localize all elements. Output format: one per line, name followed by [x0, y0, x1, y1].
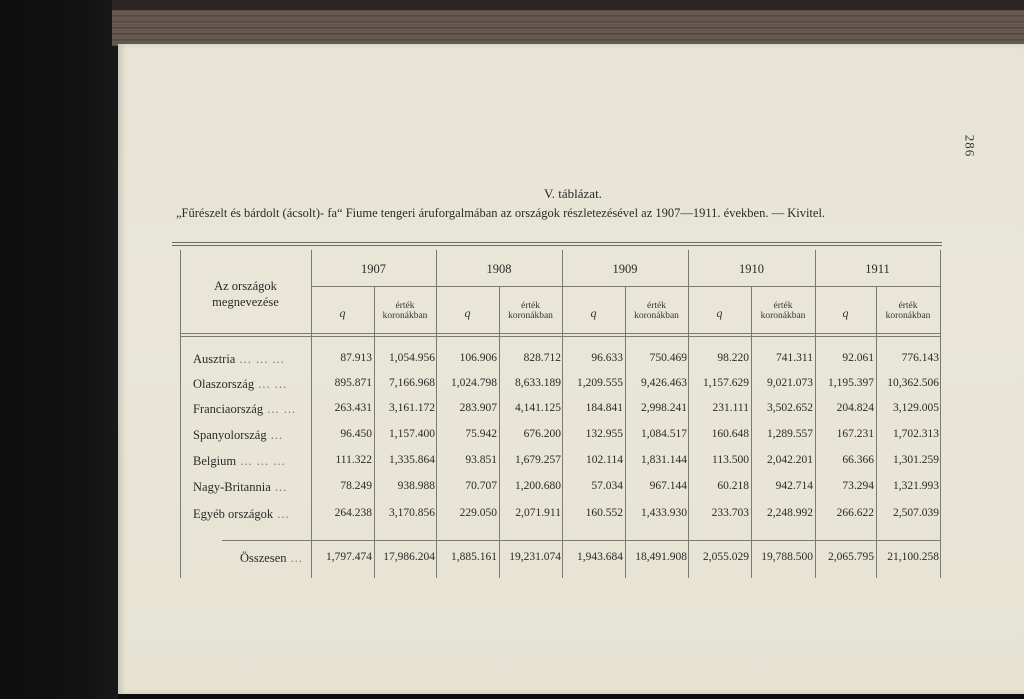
- year-header-1910: 1910: [739, 262, 764, 276]
- country-name: Franciaország: [193, 402, 264, 416]
- table-cell: 1,321.993: [893, 480, 939, 492]
- table-cell: 942.714: [775, 480, 813, 492]
- header-bottom-rule-double: [180, 336, 940, 337]
- table-cell: 938.988: [397, 480, 435, 492]
- table-cell: 132.955: [585, 428, 623, 440]
- table-cell: 96.450: [340, 428, 372, 440]
- leader-dots: ...: [273, 507, 290, 521]
- table-cell: 828.712: [523, 352, 561, 364]
- value-column-header: érték koronákban: [382, 301, 428, 321]
- table-cell: 266.622: [836, 507, 874, 519]
- table-cell: 2,042.201: [767, 454, 813, 466]
- table-cell: 78.249: [340, 480, 372, 492]
- table-title: V. táblázat.: [544, 186, 602, 201]
- table-cell: 1,200.680: [515, 480, 561, 492]
- table-cell: 3,161.172: [389, 402, 435, 414]
- leader-dots: ... ... ...: [235, 352, 285, 366]
- table-cell: 1,679.257: [515, 454, 561, 466]
- table-top-rule: [172, 242, 942, 243]
- table-cell: 283.907: [459, 402, 497, 414]
- year-header-1907: 1907: [361, 262, 386, 276]
- table-cell: 1,301.259: [893, 454, 939, 466]
- table-cell: 60.218: [717, 480, 749, 492]
- table-cell: 106.906: [459, 352, 497, 364]
- country-name: Spanyolország: [193, 428, 267, 442]
- table-cell: 1,702.313: [893, 428, 939, 440]
- table-cell: 8,633.189: [515, 377, 561, 389]
- table-cell: 2,248.992: [767, 507, 813, 519]
- leader-dots: ... ...: [263, 402, 297, 416]
- table-cell: 1,831.144: [641, 454, 687, 466]
- country-header: Az országok megnevezése: [212, 279, 279, 309]
- total-cell: 2,065.795: [828, 551, 874, 563]
- year-header-1908: 1908: [486, 262, 512, 276]
- table-cell: 73.294: [842, 480, 874, 492]
- leader-dots: ...: [266, 428, 284, 442]
- q-column-header: q: [716, 306, 723, 320]
- total-cell: 17,986.204: [383, 551, 435, 563]
- row-label-country: [193, 480, 311, 495]
- table-column-rule: [688, 250, 689, 578]
- table-cell: 1,157.400: [389, 428, 435, 440]
- table-cell: 66.366: [842, 454, 874, 466]
- year-header-rule: [311, 286, 940, 287]
- table-cell: 102.114: [586, 454, 623, 466]
- total-cell: 1,943.684: [577, 551, 623, 563]
- table-cell: 4,141.125: [515, 402, 561, 414]
- header-bottom-rule: [180, 333, 940, 334]
- table-cell: 9,021.073: [767, 377, 813, 389]
- leader-dots: ... ...: [254, 377, 288, 391]
- year-header-1911: 1911: [865, 262, 890, 276]
- value-column-header: érték koronákban: [634, 301, 679, 321]
- row-label-country: [193, 352, 311, 367]
- q-column-header: q: [590, 306, 597, 320]
- table-cell: 676.200: [523, 428, 561, 440]
- table-cell: 264.238: [334, 507, 372, 519]
- table-cell: 967.144: [649, 480, 687, 492]
- table-cell: 93.851: [465, 454, 497, 466]
- table-cell: 2,071.911: [515, 507, 561, 519]
- table-cell: 1,209.555: [577, 377, 623, 389]
- q-column-header: q: [842, 306, 849, 320]
- table-column-rule: [562, 250, 563, 578]
- table-cell: 3,170.856: [389, 507, 435, 519]
- book-page: [118, 44, 1024, 694]
- table-cell: 263.431: [334, 402, 372, 414]
- row-label-country: [193, 428, 311, 443]
- total-cell: 1,885.161: [451, 551, 497, 563]
- table-column-rule: [940, 250, 941, 578]
- table-cell: 776.143: [901, 352, 939, 364]
- table-cell: 10,362.506: [887, 377, 939, 389]
- table-cell: 75.942: [465, 428, 497, 440]
- table-cell: 167.231: [836, 428, 874, 440]
- country-name: Nagy-Britannia: [193, 480, 271, 494]
- country-name: Egyéb országok: [193, 507, 274, 521]
- value-column-header: érték koronákban: [885, 301, 931, 321]
- table-cell: 1,289.557: [767, 428, 813, 440]
- leader-dots: ...: [286, 551, 304, 565]
- total-label: Összesen: [240, 551, 287, 565]
- left-page-margin: [0, 0, 118, 699]
- table-cell: 741.311: [776, 352, 813, 364]
- table-cell: 2,507.039: [893, 507, 939, 519]
- table-cell: 7,166.968: [389, 377, 435, 389]
- table-cell: 92.061: [842, 352, 874, 364]
- book-top-shadow: [112, 0, 1024, 10]
- table-cell: 1,084.517: [641, 428, 687, 440]
- table-cell: 1,157.629: [703, 377, 749, 389]
- table-cell: 1,335.864: [389, 454, 435, 466]
- total-cell: 1,797.474: [326, 551, 372, 563]
- value-column-header: érték koronákban: [508, 301, 553, 321]
- table-column-rule: [436, 250, 437, 578]
- country-name: Ausztria: [193, 352, 236, 366]
- table-cell: 2,998.241: [641, 402, 687, 414]
- table-cell: 87.913: [340, 352, 372, 364]
- total-cell: 21,100.258: [887, 551, 939, 563]
- table-cell: 229.050: [459, 507, 497, 519]
- leader-dots: ...: [270, 480, 288, 494]
- table-cell: 111.322: [335, 454, 372, 466]
- country-name: Belgium: [193, 454, 237, 468]
- row-label-country: [193, 402, 311, 417]
- table-caption: „Fűrészelt és bárdolt (ácsolt)- fa“ Fiume tengeri áruforgalmában az országok részletezésével az 1907—1911. években. — Kivitel.: [176, 206, 826, 220]
- year-header-1909: 1909: [612, 262, 638, 276]
- table-column-rule: [815, 250, 816, 578]
- table-cell: 3,502.652: [767, 402, 813, 414]
- table-cell: 98.220: [717, 352, 749, 364]
- table-cell: 1,054.956: [389, 352, 435, 364]
- total-row-label: [240, 551, 310, 566]
- table-cell: 184.841: [585, 402, 623, 414]
- total-separator-rule: [222, 540, 940, 541]
- table-cell: 233.703: [711, 507, 749, 519]
- table-cell: 70.707: [465, 480, 497, 492]
- page-number: 286: [962, 134, 978, 158]
- row-label-country: [193, 507, 311, 522]
- table-top-rule-double: [172, 245, 942, 246]
- row-label-country: [193, 377, 311, 392]
- table-cell: 9,426.463: [641, 377, 687, 389]
- table-cell: 1,195.397: [828, 377, 874, 389]
- table-cell: 160.552: [585, 507, 623, 519]
- table-cell: 113.500: [712, 454, 749, 466]
- table-cell: 1,024.798: [451, 377, 497, 389]
- row-label-country: [193, 454, 311, 469]
- table-cell: 57.034: [591, 480, 623, 492]
- table-cell: 231.111: [712, 402, 749, 414]
- table-cell: 96.633: [591, 352, 623, 364]
- table-cell: 750.469: [649, 352, 687, 364]
- leader-dots: ... ... ...: [236, 454, 286, 468]
- table-cell: 1,433.930: [641, 507, 687, 519]
- total-cell: 18,491.908: [635, 551, 687, 563]
- country-name: Olaszország: [193, 377, 255, 391]
- table-cell: 204.824: [836, 402, 874, 414]
- total-cell: 2,055.029: [703, 551, 749, 563]
- table-column-rule: [311, 250, 312, 578]
- table-cell: 895.871: [334, 377, 372, 389]
- table-cell: 160.648: [711, 428, 749, 440]
- total-cell: 19,788.500: [761, 551, 813, 563]
- q-column-header: q: [339, 306, 346, 320]
- table-cell: 3,129.005: [893, 402, 939, 414]
- total-cell: 19,231.074: [509, 551, 561, 563]
- value-column-header: érték koronákban: [760, 301, 806, 321]
- q-column-header: q: [464, 306, 471, 320]
